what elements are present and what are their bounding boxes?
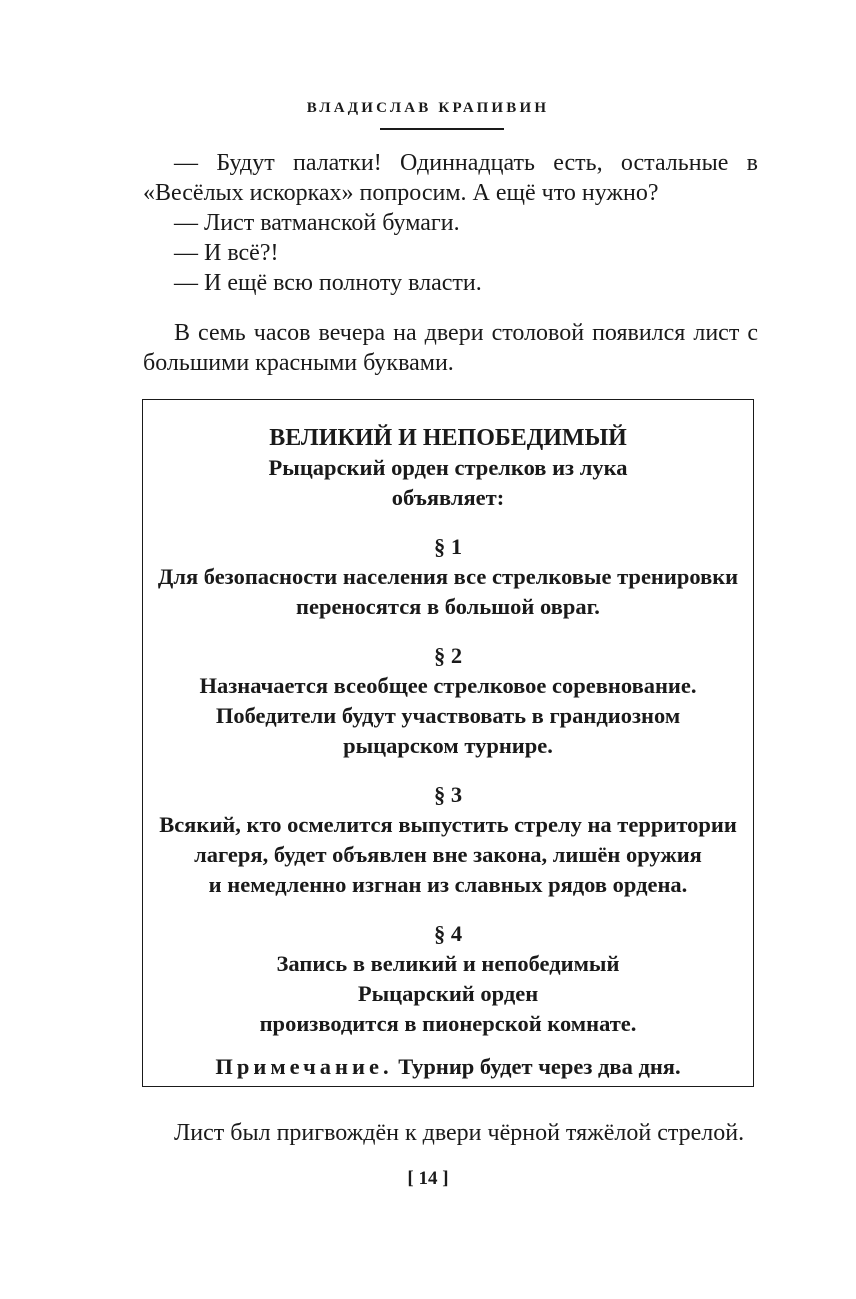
notice-subtitle: объявляет: — [391, 485, 505, 510]
notice-section-2 — [143, 641, 753, 761]
section-line: Для безопасности населения все стрелковые тренировки — [157, 564, 739, 589]
section-line: Победители будут участвовать в грандиозном — [215, 703, 681, 728]
section-number: § 1 — [433, 534, 463, 559]
notice-section-4 — [143, 919, 753, 1039]
section-line: переносятся в большой овраг. — [296, 594, 600, 619]
dialog-block — [143, 148, 758, 298]
section-line: лагеря, будет объявлен вне закона, лишён оружия — [194, 842, 702, 867]
note-text: Турнир будет через два дня. — [398, 1054, 681, 1079]
paragraph-text: В семь часов вечера на двери столовой появился лист с большими красными буквами. — [143, 320, 758, 376]
dialog-line: — И всё?! — [174, 240, 279, 266]
paragraph-text: Лист был пригвождён к двери чёрной тяжёлой стрелой. — [174, 1120, 745, 1146]
dialog-line: — Лист ватманской бумаги. — [174, 210, 460, 236]
section-number: § 4 — [433, 921, 463, 946]
paragraph-evening — [143, 318, 758, 378]
page-number: [ 14 ] — [407, 1168, 449, 1189]
dialog-line: — Будут палатки! Одиннадцать есть, остальные в «Весёлых искорках» попросим. А ещё что нужно? — [143, 150, 758, 206]
dialog-line: — И ещё всю полноту власти. — [174, 270, 482, 296]
notice-note — [143, 1052, 753, 1082]
notice-subtitle: Рыцарский орден стрелков из лука — [268, 455, 628, 480]
section-line: рыцарском турнире. — [343, 733, 553, 758]
notice-section-1 — [143, 532, 753, 622]
section-number: § 2 — [433, 643, 463, 668]
section-line: Запись в великий и непобедимый — [276, 951, 620, 976]
section-number: § 3 — [433, 782, 463, 807]
notice-box — [142, 399, 754, 1087]
running-head-rule — [380, 128, 504, 130]
note-label: Примечание. — [215, 1054, 393, 1079]
section-line: и немедленно изгнан из славных рядов ордена. — [208, 872, 688, 897]
notice-title: ВЕЛИКИЙ И НЕПОБЕДИМЫЙ — [269, 425, 627, 451]
section-line: Назначается всеобщее стрелковое соревнование. — [199, 673, 697, 698]
paragraph-arrow — [143, 1118, 758, 1148]
section-line: Всякий, кто осмелится выпустить стрелу на территории — [159, 812, 737, 837]
section-line: производится в пионерской комнате. — [259, 1011, 637, 1036]
section-line: Рыцарский орден — [357, 981, 539, 1006]
running-head-author: ВЛАДИСЛАВ КРАПИВИН — [306, 100, 550, 116]
notice-section-3 — [143, 780, 753, 900]
